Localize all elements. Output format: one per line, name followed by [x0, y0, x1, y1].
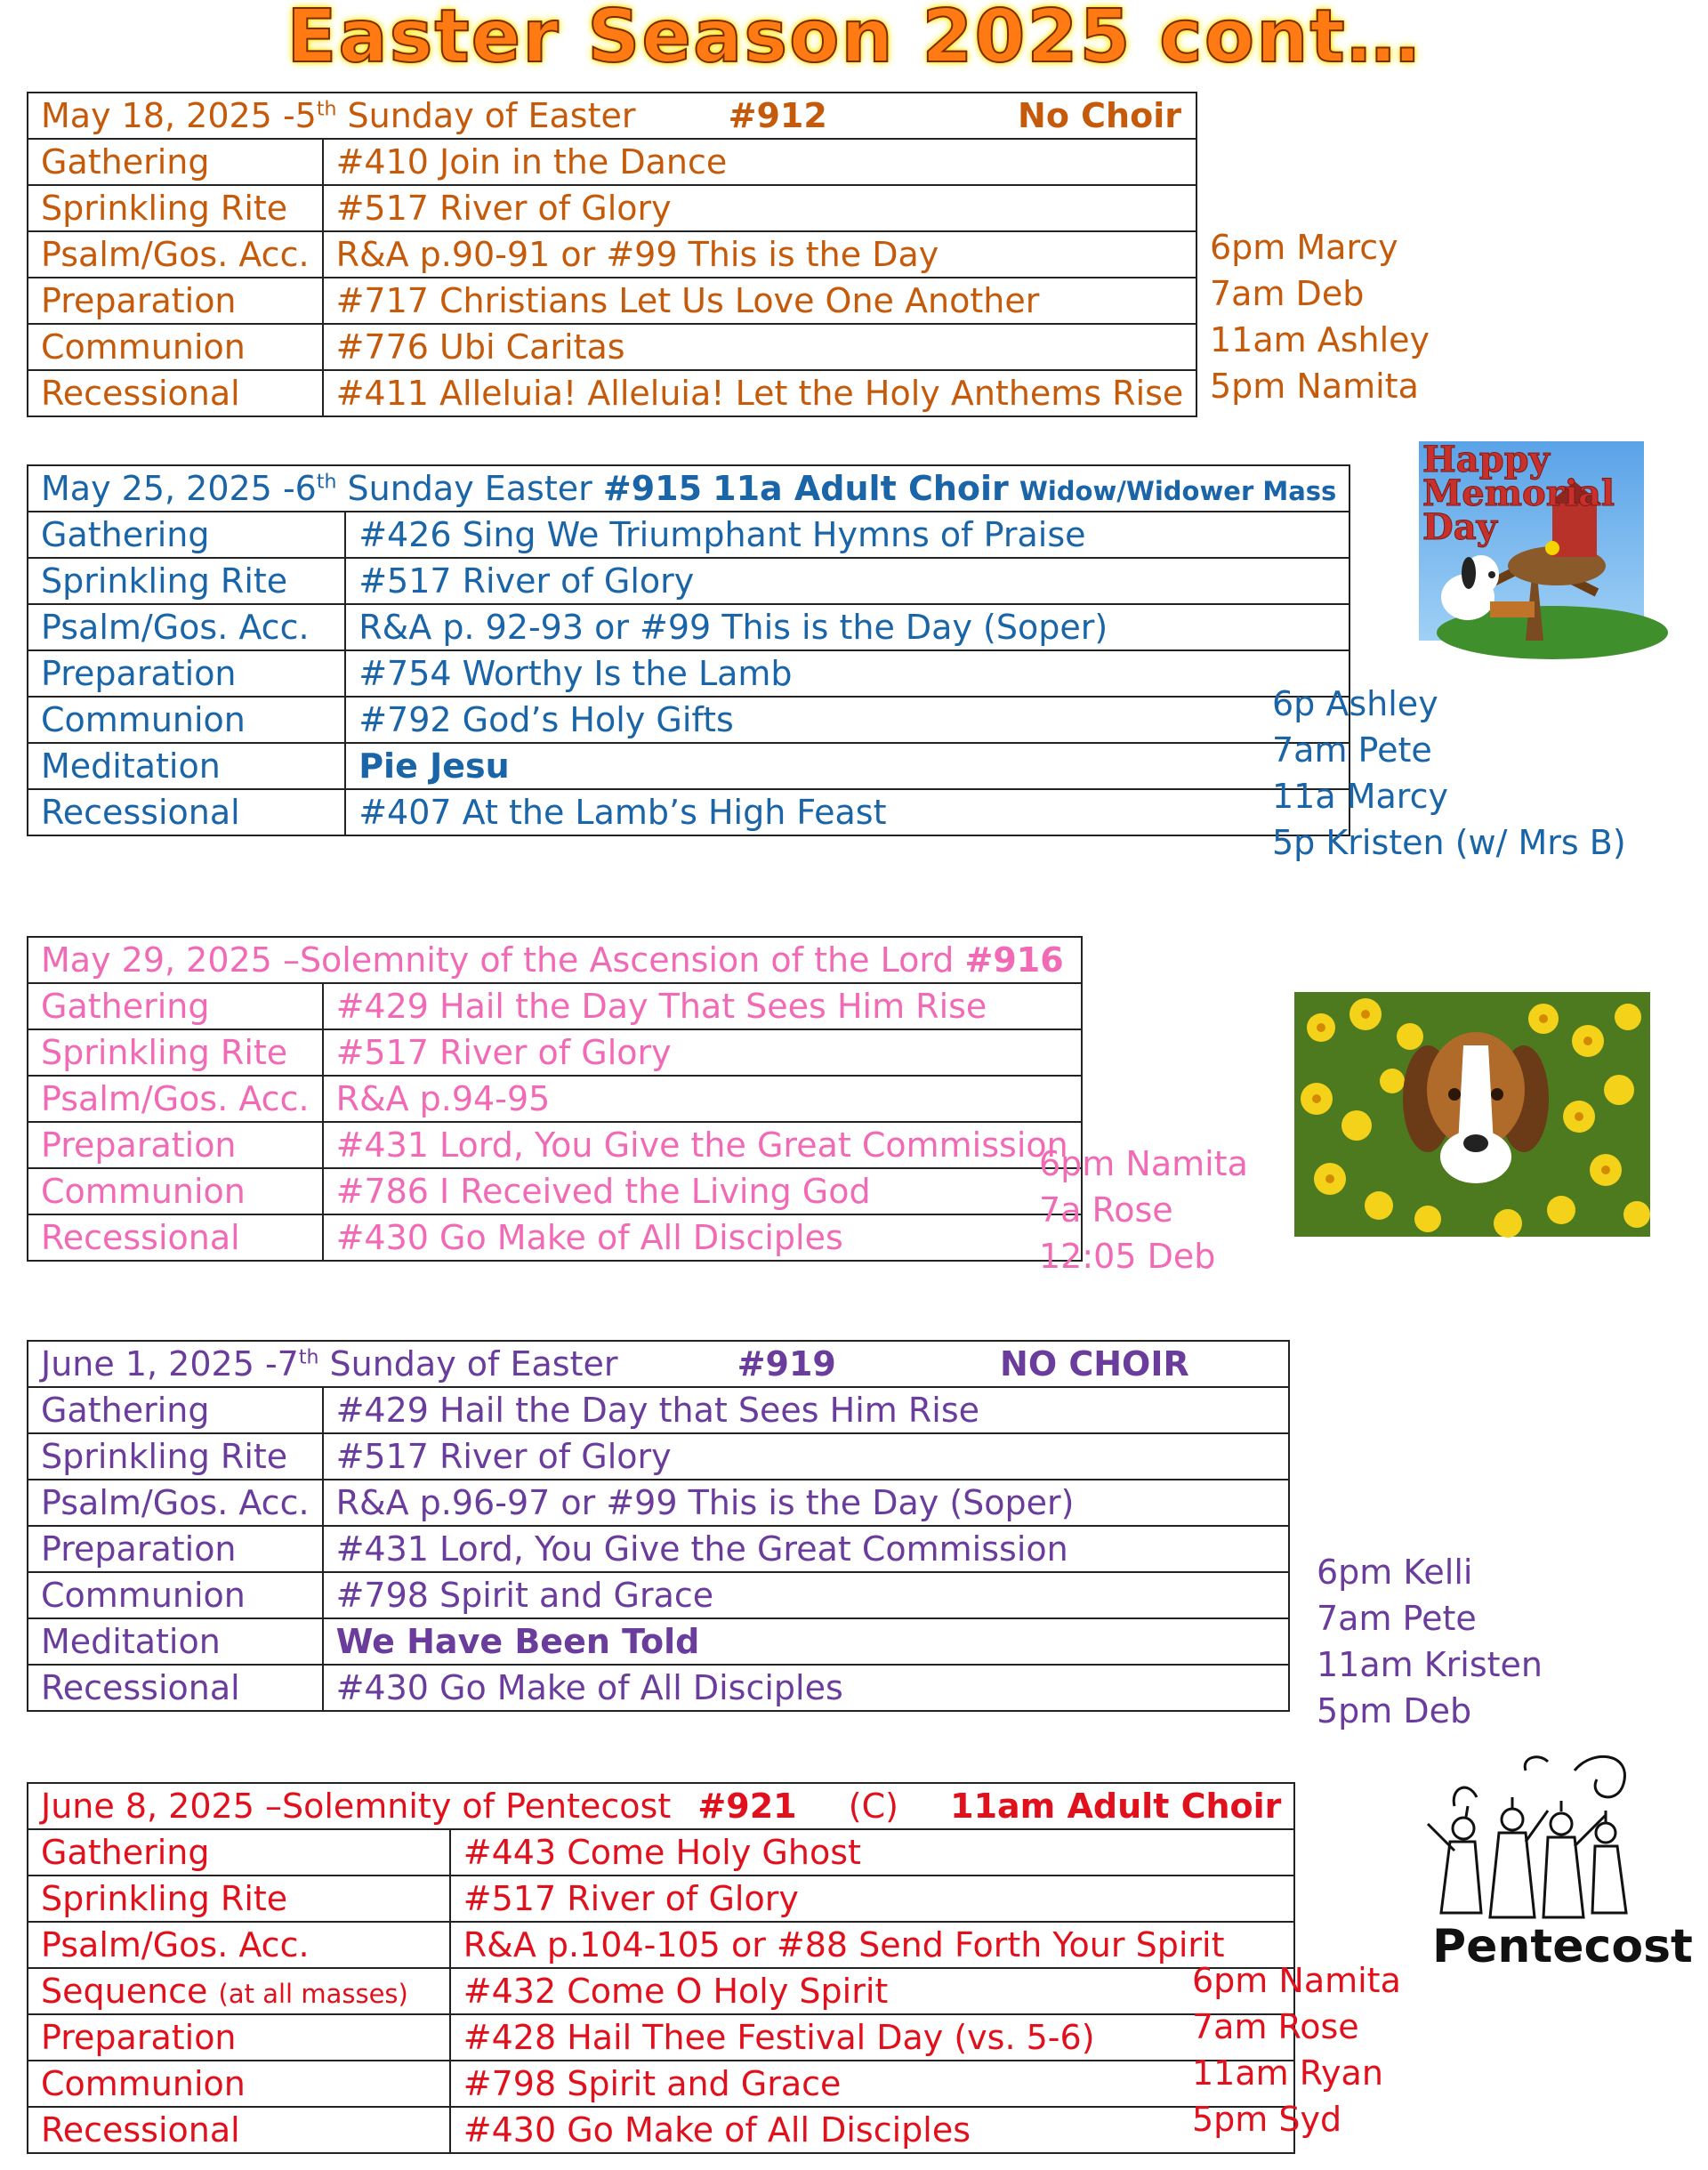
- row-label: Preparation: [28, 2014, 450, 2061]
- week-ordinal: th: [316, 98, 337, 121]
- row-song: #407 At the Lamb’s High Feast: [345, 789, 1349, 835]
- pentecost-art: [1414, 1744, 1693, 1975]
- row-label: Sprinkling Rite: [28, 185, 323, 231]
- cantor-entry: 12:05 Deb: [1039, 1237, 1216, 1276]
- week-name: Sunday of Easter: [347, 96, 636, 135]
- cantor-entry: 6pm Namita: [1192, 1961, 1401, 2000]
- week-number: #912: [728, 96, 827, 135]
- cantor-entry: 11am Kristen: [1317, 1645, 1543, 1684]
- week-date: May 29, 2025 –Solemnity of the Ascension of the Lord: [41, 940, 955, 980]
- cantor-entry: 7am Deb: [1210, 274, 1365, 313]
- week-name: Sunday of Easter: [329, 1344, 618, 1383]
- table-header-row: [28, 93, 1196, 139]
- beagle-flowers-image: [1294, 992, 1650, 1237]
- row-song: R&A p.90-91 or #99 This is the Day: [323, 231, 1197, 278]
- week-date: May 18, 2025 -5: [41, 96, 317, 135]
- table-row: [28, 139, 1196, 185]
- cantor-entry: 6pm Marcy: [1210, 228, 1398, 267]
- table-row: [28, 231, 1196, 278]
- week-ordinal: th: [298, 1346, 319, 1369]
- schedule-table-june-8: [27, 1782, 1295, 2154]
- row-label: Gathering: [28, 1829, 450, 1876]
- row-label: Communion: [28, 324, 323, 370]
- cantor-entry: 6pm Kelli: [1317, 1553, 1473, 1592]
- cantor-entry: 5pm Syd: [1192, 2100, 1342, 2139]
- week-number: #916: [964, 940, 1064, 980]
- cantor-list-may-18: [1210, 224, 1430, 409]
- row-label: Recessional: [28, 789, 345, 835]
- table-row: [28, 604, 1349, 650]
- row-song: #432 Come O Holy Spirit: [450, 1968, 1295, 2014]
- table-row: [28, 1122, 1082, 1168]
- week-header: [28, 1341, 1289, 1387]
- row-label: Meditation: [28, 743, 345, 789]
- row-song: #754 Worthy Is the Lamb: [345, 650, 1349, 697]
- row-song: #411 Alleluia! Alleluia! Let the Holy Anthems Rise: [323, 370, 1197, 416]
- table-row: [28, 2061, 1294, 2107]
- cantor-list-june-1: [1317, 1549, 1543, 1734]
- week-number: #915: [602, 469, 703, 508]
- pentecost-label: Pentecost: [1432, 1920, 1693, 1973]
- table-row: [28, 650, 1349, 697]
- row-label: Recessional: [28, 370, 323, 416]
- table-header-row: [28, 1783, 1294, 1829]
- table-row: [28, 983, 1082, 1029]
- row-song: #430 Go Make of All Disciples: [323, 1665, 1289, 1711]
- week-number: #919: [737, 1344, 836, 1383]
- memorial-text-happy: Happy: [1422, 439, 1550, 480]
- cantor-list-may-25: [1272, 681, 1626, 866]
- table-row: [28, 1214, 1082, 1261]
- row-label: Sprinkling Rite: [28, 1876, 450, 1922]
- table-row: [28, 1387, 1289, 1433]
- schedule-table-may-18: [27, 92, 1197, 417]
- row-label-note: (at all masses): [218, 1979, 408, 2009]
- row-label: Gathering: [28, 512, 345, 558]
- row-label: Sprinkling Rite: [28, 1029, 323, 1076]
- liturgical-year: (C): [848, 1787, 898, 1826]
- table-row: [28, 1829, 1294, 1876]
- cantor-entry: 5pm Namita: [1210, 367, 1419, 406]
- table-row: [28, 558, 1349, 604]
- row-song: #428 Hail Thee Festival Day (vs. 5-6): [450, 2014, 1295, 2061]
- memorial-text-day: Day: [1422, 506, 1497, 548]
- row-song: #443 Come Holy Ghost: [450, 1829, 1295, 1876]
- table-row: [28, 1480, 1289, 1526]
- row-label: Preparation: [28, 278, 323, 324]
- row-song: #798 Spirit and Grace: [450, 2061, 1295, 2107]
- row-label: Communion: [28, 1168, 323, 1214]
- row-label: Preparation: [28, 650, 345, 697]
- row-label: Recessional: [28, 2107, 450, 2153]
- row-song: #717 Christians Let Us Love One Another: [323, 278, 1197, 324]
- row-label: Recessional: [28, 1665, 323, 1711]
- row-label: Communion: [28, 2061, 450, 2107]
- row-song: #517 River of Glory: [345, 558, 1349, 604]
- week-header: [28, 937, 1082, 983]
- cantor-entry: 7am Rose: [1192, 2007, 1359, 2046]
- row-label: Gathering: [28, 139, 323, 185]
- week-header: [28, 93, 1196, 139]
- table-row: [28, 370, 1196, 416]
- page-title: Easter Season 2025 cont…: [286, 0, 1422, 79]
- row-song: #426 Sing We Triumphant Hymns of Praise: [345, 512, 1349, 558]
- row-label: Sprinkling Rite: [28, 1433, 323, 1480]
- week-header: [28, 1783, 1294, 1829]
- memorial-day-art: [1419, 441, 1644, 641]
- row-song: #429 Hail the Day that Sees Him Rise: [323, 1387, 1289, 1433]
- table-row: [28, 1922, 1294, 1968]
- table-row: [28, 1433, 1289, 1480]
- cantor-entry: 6pm Namita: [1039, 1144, 1248, 1183]
- row-song: #410 Join in the Dance: [323, 139, 1197, 185]
- schedule-table-june-1: [27, 1340, 1290, 1712]
- row-song: #431 Lord, You Give the Great Commission: [323, 1526, 1289, 1572]
- row-song: R&A p.96-97 or #99 This is the Day (Soper): [323, 1480, 1289, 1526]
- table-row: [28, 2014, 1294, 2061]
- table-row: [28, 278, 1196, 324]
- choir-note: 11a Adult Choir: [713, 469, 1009, 508]
- row-song: #431 Lord, You Give the Great Commission: [323, 1122, 1082, 1168]
- row-label: Communion: [28, 1572, 323, 1618]
- cantor-list-may-29: [1039, 1141, 1248, 1279]
- row-song: #776 Ubi Caritas: [323, 324, 1197, 370]
- schedule-table-may-29: [27, 936, 1083, 1262]
- row-song: R&A p.104-105 or #88 Send Forth Your Spirit: [450, 1922, 1295, 1968]
- cantor-entry: 11am Ryan: [1192, 2053, 1383, 2093]
- cantor-entry: 5pm Deb: [1317, 1691, 1472, 1730]
- row-label-cell: [28, 1968, 450, 2014]
- row-label: Preparation: [28, 1526, 323, 1572]
- table-header-row: [28, 465, 1349, 512]
- mass-note: Widow/Widower Mass: [1019, 476, 1337, 506]
- row-label: Gathering: [28, 1387, 323, 1433]
- table-row: [28, 1968, 1294, 2014]
- table-row: [28, 1076, 1082, 1122]
- choir-note: NO CHOIR: [1000, 1344, 1189, 1383]
- table-row: [28, 185, 1196, 231]
- memorial-day-image: [1419, 441, 1644, 641]
- table-row: [28, 1526, 1289, 1572]
- row-label: Recessional: [28, 1214, 323, 1261]
- week-date: May 25, 2025 -6: [41, 469, 317, 508]
- table-row: [28, 697, 1349, 743]
- row-song: #786 I Received the Living God: [323, 1168, 1082, 1214]
- cantor-entry: 5p Kristen (w/ Mrs B): [1272, 823, 1626, 862]
- schedule-table-may-25: [27, 464, 1350, 836]
- row-label: Sprinkling Rite: [28, 558, 345, 604]
- week-number: #921: [697, 1787, 797, 1826]
- table-row: [28, 1876, 1294, 1922]
- row-song: #517 River of Glory: [323, 185, 1197, 231]
- row-song: R&A p. 92-93 or #99 This is the Day (Soper): [345, 604, 1349, 650]
- row-song: #798 Spirit and Grace: [323, 1572, 1289, 1618]
- row-label: Meditation: [28, 1618, 323, 1665]
- week-header: [28, 465, 1349, 512]
- table-row: [28, 1168, 1082, 1214]
- row-song: #792 God’s Holy Gifts: [345, 697, 1349, 743]
- table-header-row: [28, 937, 1082, 983]
- row-label: Communion: [28, 697, 345, 743]
- row-song: R&A p.94-95: [323, 1076, 1082, 1122]
- row-label: Psalm/Gos. Acc.: [28, 1480, 323, 1526]
- cantor-entry: 11a Marcy: [1272, 777, 1448, 816]
- cantor-entry: 11am Ashley: [1210, 320, 1430, 359]
- choir-note: 11am Adult Choir: [950, 1787, 1282, 1826]
- row-song: #430 Go Make of All Disciples: [450, 2107, 1295, 2153]
- row-song: #517 River of Glory: [450, 1876, 1295, 1922]
- row-label: Psalm/Gos. Acc.: [28, 1922, 450, 1968]
- row-label: Psalm/Gos. Acc.: [28, 1076, 323, 1122]
- week-name: Sunday Easter: [347, 469, 592, 508]
- row-label: Psalm/Gos. Acc.: [28, 604, 345, 650]
- table-row: [28, 1572, 1289, 1618]
- row-song: #517 River of Glory: [323, 1029, 1082, 1076]
- pentecost-image: [1414, 1744, 1693, 1975]
- table-row: [28, 789, 1349, 835]
- memorial-text-memorial: Memorial: [1422, 472, 1615, 514]
- choir-note: No Choir: [1018, 96, 1181, 135]
- table-row: [28, 1029, 1082, 1076]
- row-song: #429 Hail the Day That Sees Him Rise: [323, 983, 1082, 1029]
- table-row: [28, 743, 1349, 789]
- row-song: Pie Jesu: [345, 743, 1349, 789]
- beagle-art: [1294, 992, 1650, 1237]
- table-row: [28, 512, 1349, 558]
- row-label: Sequence: [41, 1972, 208, 2011]
- row-song: #517 River of Glory: [323, 1433, 1289, 1480]
- row-label: Gathering: [28, 983, 323, 1029]
- row-label: Psalm/Gos. Acc.: [28, 231, 323, 278]
- cantor-entry: 7a Rose: [1039, 1190, 1173, 1230]
- table-row: [28, 1665, 1289, 1711]
- row-song: #430 Go Make of All Disciples: [323, 1214, 1082, 1261]
- cantor-entry: 7am Pete: [1317, 1599, 1477, 1638]
- table-row: [28, 2107, 1294, 2153]
- week-ordinal: th: [316, 471, 337, 494]
- table-row: [28, 324, 1196, 370]
- week-date: June 8, 2025 –Solemnity of Pentecost: [41, 1787, 672, 1826]
- cantor-entry: 7am Pete: [1272, 730, 1432, 770]
- cantor-entry: 6p Ashley: [1272, 684, 1438, 723]
- table-header-row: [28, 1341, 1289, 1387]
- row-label: Preparation: [28, 1122, 323, 1168]
- week-date: June 1, 2025 -7: [41, 1344, 299, 1383]
- row-song: We Have Been Told: [323, 1618, 1289, 1665]
- table-row: [28, 1618, 1289, 1665]
- cantor-list-june-8: [1192, 1957, 1401, 2142]
